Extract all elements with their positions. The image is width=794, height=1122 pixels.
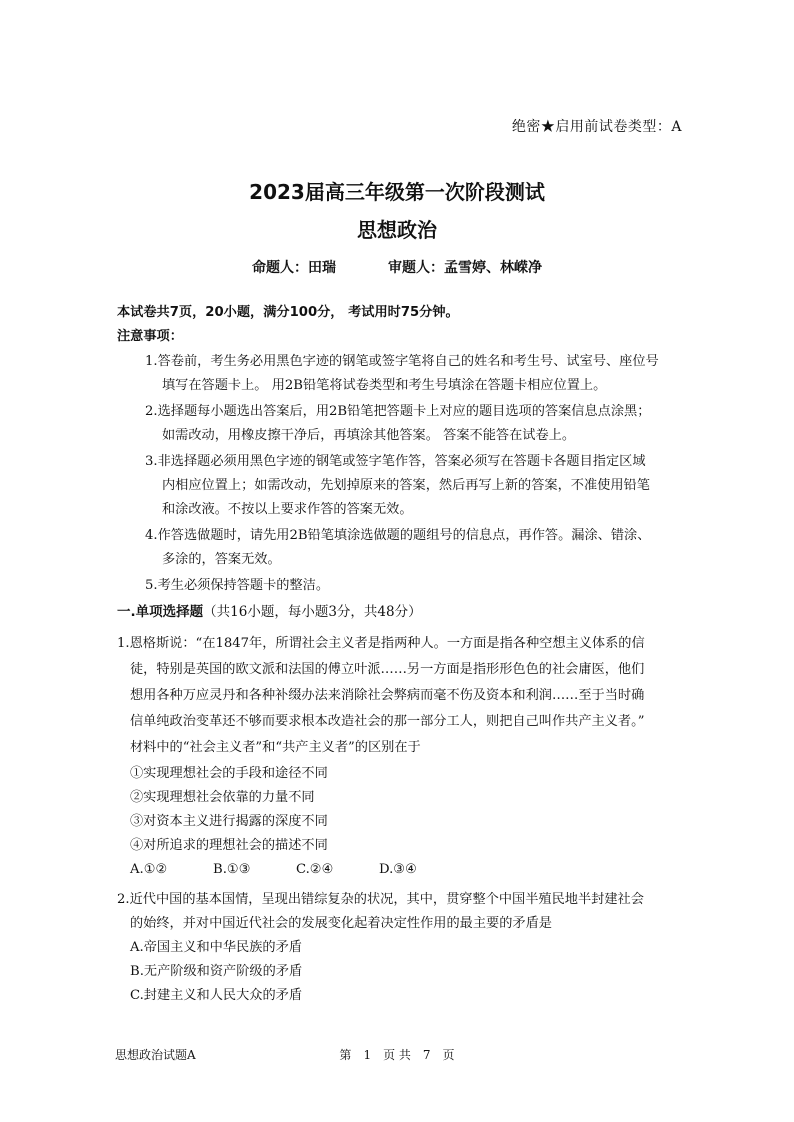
q1-line-2: 徒，特别是英国的欧文派和法国的傅立叶派……另一方面是指形形色色的社会庸医，他们 bbox=[130, 662, 645, 677]
q1-option-b: B.①③ bbox=[213, 862, 251, 877]
q1-line-4: 信单纯政治变革还不够而要求根本改造社会的那一部分工人，则把自己叫作共产主义者。” bbox=[130, 714, 645, 729]
footer-page-number: 第 1 页 共 7 页 bbox=[339, 1048, 455, 1062]
footer-subject: 思想政治试题A bbox=[115, 1048, 196, 1062]
note-5-line-1: 5.考生必须保持答题卡的整洁。 bbox=[145, 578, 330, 593]
note-2-line-2: 如需改动，用橡皮擦干净后，再填涂其他答案。 答案不能答在试卷上。 bbox=[162, 428, 576, 443]
q2-line-1: 2.近代中国的基本国情，呈现出错综复杂的状况，其中，贯穿整个中国半殖民地半封建社会 bbox=[117, 892, 644, 907]
q2-option-b: B.无产阶级和资产阶级的矛盾 bbox=[130, 964, 303, 979]
note-4-line-1: 4.作答选做题时，请先用2B铅笔填涂选做题的题组号的信息点，再作答。漏涂、错涂、 bbox=[145, 528, 651, 543]
q1-line-5: 材料中的“社会主义者”和“共产主义者”的区别在于 bbox=[130, 740, 421, 755]
authors-line bbox=[0, 257, 794, 277]
q1-options bbox=[130, 858, 462, 881]
section-title: 一.单项选择题 bbox=[117, 604, 204, 620]
note-3-line-2: 内相应位置上；如需改动，先划掉原来的答案，然后再写上新的答案，不准使用铅笔 bbox=[162, 478, 650, 493]
reviewer: 审题人：孟雪婷、林嵘净 bbox=[388, 260, 542, 276]
q1-statement-1: ①实现理想社会的手段和途径不同 bbox=[130, 766, 328, 781]
q2-option-c: C.封建主义和人民大众的矛盾 bbox=[130, 988, 303, 1003]
q2-line-2: 的始终，并对中国近代社会的发展变化起着决定性作用的最主要的矛盾是 bbox=[130, 916, 552, 931]
q2-option-a: A.帝国主义和中华民族的矛盾 bbox=[130, 940, 302, 955]
q1-option-c: C.②④ bbox=[296, 862, 334, 877]
note-4-line-2: 多涂的，答案无效。 bbox=[162, 552, 281, 567]
section-heading bbox=[117, 601, 422, 624]
notes-heading: 注意事项： bbox=[117, 329, 183, 344]
q1-option-d: D.③④ bbox=[379, 862, 417, 877]
note-2-line-1: 2.选择题每小题选出答案后，用2B铅笔把答题卡上对应的题目选项的答案信息点涂黑； bbox=[145, 404, 651, 419]
q1-option-a: A.①② bbox=[130, 862, 168, 877]
q1-statement-4: ④对所追求的理想社会的描述不同 bbox=[130, 838, 328, 853]
q1-line-3: 想用各种万应灵丹和各种补缀办法来消除社会弊病而毫不伤及资本和利润……至于当时确 bbox=[130, 688, 645, 703]
confidential-label: 绝密★启用前试卷类型：A bbox=[511, 119, 682, 135]
note-3-line-3: 和涂改液。不按以上要求作答的答案无效。 bbox=[162, 502, 413, 517]
exam-intro: 本试卷共7页，20小题，满分100分， 考试用时75分钟。 bbox=[117, 305, 459, 320]
q1-statement-2: ②实现理想社会依靠的力量不同 bbox=[130, 790, 315, 805]
exam-title: 2023届高三年级第一次阶段测试 bbox=[249, 180, 545, 204]
note-1-line-1: 1.答卷前，考生务必用黑色字迹的钢笔或签字笔将自己的姓名和考生号、试室号、座位号 bbox=[145, 354, 659, 369]
setter: 命题人：田瑞 bbox=[252, 260, 336, 276]
note-3-line-1: 3.非选择题必须用黑色字迹的钢笔或签字笔作答，答案必须写在答题卡各题目指定区域 bbox=[145, 454, 646, 469]
q1-statement-3: ③对资本主义进行揭露的深度不同 bbox=[130, 814, 328, 829]
subject-title: 思想政治 bbox=[357, 218, 437, 242]
note-1-line-2: 填写在答题卡上。 用2B铅笔将试卷类型和考生号填涂在答题卡相应位置上。 bbox=[162, 378, 607, 393]
section-detail: （共16小题，每小题3分，共48分） bbox=[203, 604, 422, 620]
q1-line-1: 1.恩格斯说：“在1847年，所谓社会主义者是指两种人。一方面是指各种空想主义体系的信 bbox=[117, 636, 645, 651]
